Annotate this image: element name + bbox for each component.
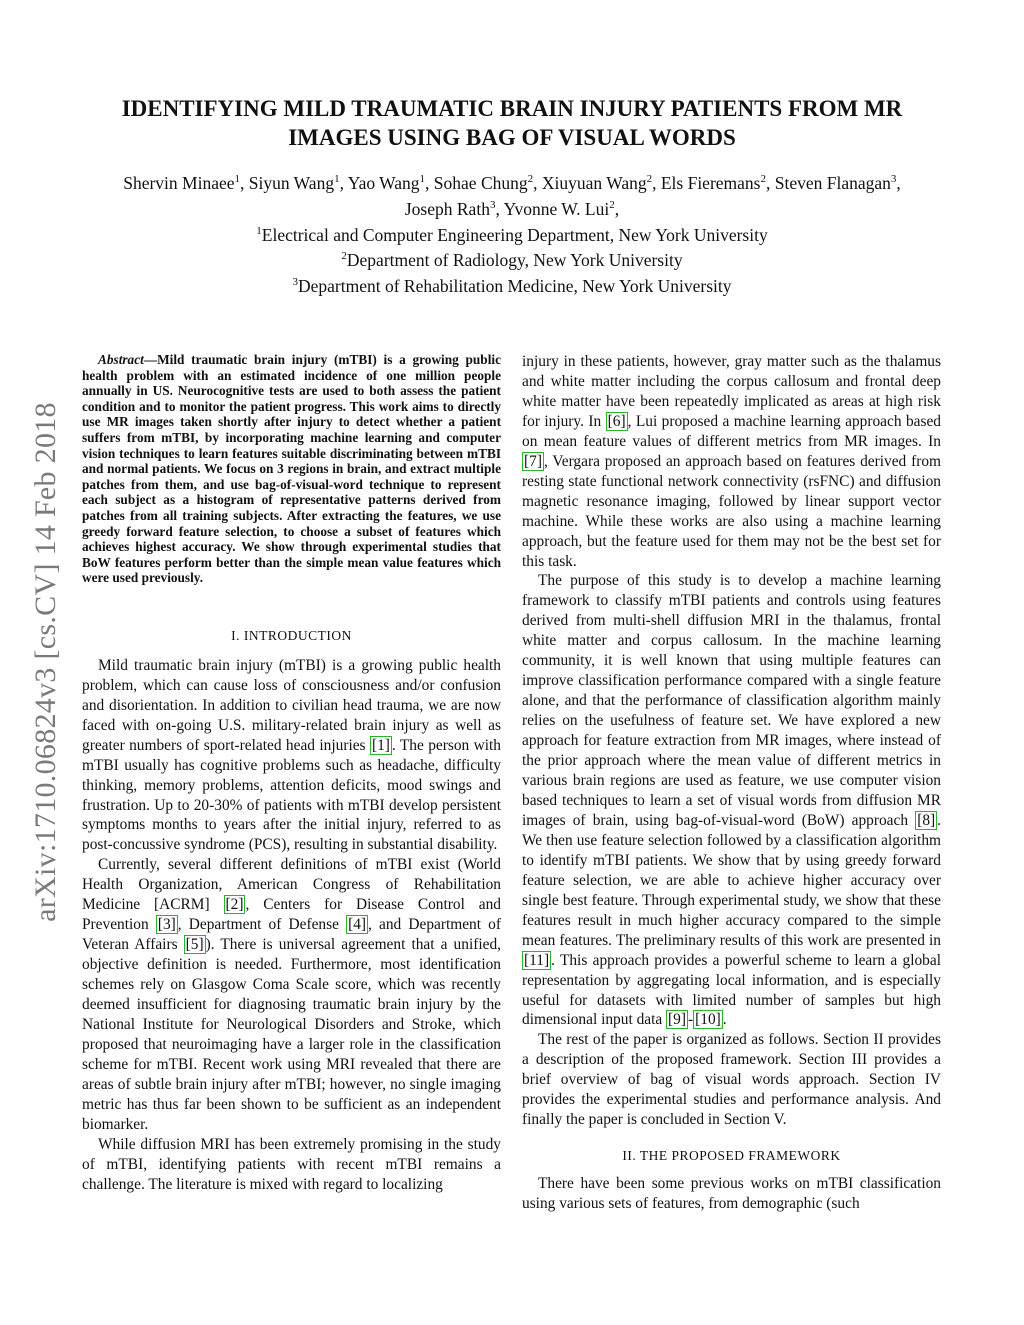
author-separator: ,: [495, 198, 504, 219]
paper-title: [60, 94, 964, 152]
title-line-1: IDENTIFYING MILD TRAUMATIC BRAIN INJURY PATIENTS FROM MR: [121, 96, 903, 121]
author-affiliation-mark: 2: [527, 173, 534, 185]
section-heading-introduction: I. INTRODUCTION: [231, 627, 352, 643]
abstract-label: Abstract: [98, 352, 144, 367]
author-list-line-2: [60, 194, 964, 220]
affiliation-text: Electrical and Computer Engineering Department, New York University: [261, 224, 768, 245]
affiliation-number: 2: [341, 250, 347, 263]
author-affiliation-mark: 3: [890, 173, 897, 185]
citation-link[interactable]: [7]: [524, 452, 542, 470]
affiliation-number: 1: [256, 224, 262, 237]
author-affiliation-mark: 2: [609, 198, 615, 211]
author-list-line-1: [60, 168, 964, 194]
section-heading-proposed-framework: II. THE PROPOSED FRAMEWORK: [622, 1148, 841, 1164]
author-block: [60, 168, 964, 297]
intro-paragraph-4: injury in these patients, however, gray matter such as the thalamus and white matter including the corpus callosum and frontal deep white matter have been repeatedly implicated as areas at high risk for injury. In [6] , Lui proposed a machine learning approach based on mean feature values of different metrics from MR images. In [7] , Vergara proposed an approach based on features derived from resting state functional network connectivity (rsFNC) and diffusion magnetic resonance imaging, followed by linear support vector machine. While these works are also using a machine learning approach, but the feature used for them may not be the best set for this task.: [522, 353, 942, 570]
affiliation-line: [60, 245, 964, 271]
author-name: Steven Flanagan: [774, 172, 891, 193]
affiliation-text: Department of Radiology, New York University: [346, 250, 683, 271]
author-name: Joseph Rath: [404, 198, 490, 219]
abstract: [82, 352, 501, 586]
affiliation-number: 3: [292, 276, 298, 289]
citation-link[interactable]: [3]: [157, 916, 176, 934]
author-affiliation-mark: 2: [760, 173, 766, 185]
right-column: [522, 352, 941, 1214]
abstract-text: —Mild traumatic brain injury (mTBI) is a growing public health problem with an estimated incidence of one million people annually in US. Neurocognitive tests are used to both assess the patient condition and to monitor the patient progress. This work aims to directly use MR images taken shortly after injury to detect whether a patient suffers from mTBI, by incorporating machine learning and computer vision techniques to learn features suitable discriminating between mTBI and normal patients. We focus on 3 regions in brain, and extract multiple patches from them, and use bag-of-visual-word technique to represent each subject as a histogram of representative patterns derived from patches from all training subjects. After extracting the features, we use greedy forward feature selection, to choose a subset of features which achieves highest accuracy. We show through experimental studies that BoW features perform better than the simple mean value features which were used previously.: [82, 352, 501, 586]
author-separator: ,: [896, 172, 901, 193]
affiliation-line: [60, 271, 964, 297]
author-name: Shervin Minaee: [123, 172, 235, 193]
framework-paragraph-1: There have been some previous works on mTBI classification using various sets of features, from demographic (such: [522, 1175, 941, 1213]
author-affiliation-mark: 2: [646, 173, 653, 185]
citation-link[interactable]: [1]: [371, 736, 390, 754]
author-separator: ,: [425, 172, 434, 193]
author-separator: ,: [652, 172, 661, 193]
citation-link[interactable]: [9]: [668, 1011, 686, 1029]
affiliation-text: Department of Rehabilitation Medicine, New York University: [297, 276, 732, 297]
title-line-2: IMAGES USING BAG OF VISUAL WORDS: [288, 125, 736, 150]
citation-link[interactable]: [2]: [225, 896, 244, 914]
citation-link[interactable]: [11]: [524, 951, 550, 969]
citation-link[interactable]: [8]: [917, 811, 936, 829]
left-column: [82, 352, 501, 1195]
author-name: Yvonne W. Lui: [503, 198, 610, 219]
author-name: Els Fieremans: [660, 172, 761, 193]
intro-paragraph-5: The purpose of this study is to develop a machine learning framework to classify mTBI patients and controls using features derived from multi-shell diffusion MRI in the thalamus, frontal white matter and corpus callosum. In the machine learning community, it is well known that using multiple features can improve classification performance compared with a single feature alone, and that the performance of classification algorithm mainly relies on the usefulness of feature set. We have explored a new approach for feature extraction from MR images, where instead of the prior approach where the mean value of different metrics in various brain regions are used as feature, we use computer vision based techniques to learn a set of visual words from diffusion MR images of brain, using bag-of-visual-word (BoW) approach [8] . We then use feature selection followed by a classification algorithm to identify mTBI patients. We show that by using greedy forward feature selection, we are able to achieve higher accuracy over single best feature. Through experimental study, we show that these features result in much higher accuracy compared to the simple mean features. The preliminary results of this work are presented in [11] . This approach provides a powerful scheme to learn a global representation by aggregating local information, and is especially useful for datasets with limited number of samples but high dimensional input data [9] - [10] .: [522, 572, 941, 1029]
author-affiliation-mark: 3: [489, 198, 496, 211]
arxiv-identifier: arXiv:1710.06824v3 [cs.CV] 14 Feb 2018: [29, 402, 62, 922]
arxiv-stamp: [26, 352, 66, 972]
citation-link[interactable]: [10]: [695, 1011, 721, 1029]
author-name: Sohae Chung: [433, 172, 528, 193]
author-separator: ,: [240, 172, 249, 193]
author-name: Siyun Wang: [248, 172, 335, 193]
citation-link[interactable]: [4]: [348, 916, 367, 934]
intro-paragraph-1: Mild traumatic brain injury (mTBI) is a growing public health problem, which can cause loss of consciousness and/or confusion and disorientation. In addition to civilian head trauma, we are now faced with on-going U.S. military-related brain injury as well as greater numbers of sport-related head injuries [1] . The person with mTBI usually has cognitive problems such as headache, difficulty thinking, memory problems, attention deficits, mood swings and frustration. Up to 20-30% of patients with mTBI develop persistent symptoms months to years after the initial injury, referred to as post-concussive syndrome (PCS), resulting in substantial disability.: [82, 656, 501, 854]
intro-paragraph-6: The rest of the paper is organized as follows. Section II provides a description of the proposed framework. Section III provides a brief overview of bag of visual words approach. Section IV provides the experimental studies and performance analysis. And finally the paper is concluded in Section V.: [522, 1031, 941, 1129]
author-separator: ,: [765, 172, 775, 193]
intro-paragraph-3: While diffusion MRI has been extremely promising in the study of mTBI, identifying patients with recent mTBI remains a challenge. The literature is mixed with regard to localizing: [82, 1135, 501, 1193]
intro-paragraph-2: Currently, several different definitions of mTBI exist (World Health Organization, American Congress of Rehabilitation Medicine [ACRM] [2] , Centers for Disease Control and Prevention [3] , Department of Defense [4] , and Department of Veteran Affairs [5] ). There is universal agreement that a unified, objective definition is needed. Furthermore, most identification schemes rely on Glasgow Coma Scale score, which was recently deemed insufficient for diagnosing traumatic brain injury by the National Institute for Neurological Disorders and Stroke, which proposed that neuroimaging have a larger role in the classification scheme for mTBI. Recent work using MRI revealed that there are areas of subtle brain injury after mTBI; however, no single imaging metric has thus far been shown to be sufficient as an independent biomarker.: [82, 856, 501, 1133]
author-name: Xiuyuan Wang: [541, 172, 647, 193]
author-separator: ,: [339, 172, 348, 193]
author-affiliation-mark: 1: [334, 173, 340, 185]
author-separator: ,: [614, 198, 620, 219]
citation-link[interactable]: [6]: [607, 412, 626, 430]
affiliation-line: [60, 220, 964, 246]
citation-link[interactable]: [5]: [185, 936, 204, 954]
author-name: Yao Wang: [347, 172, 420, 193]
author-affiliation-mark: 1: [419, 173, 426, 185]
author-separator: ,: [533, 172, 542, 193]
author-affiliation-mark: 1: [234, 173, 241, 185]
